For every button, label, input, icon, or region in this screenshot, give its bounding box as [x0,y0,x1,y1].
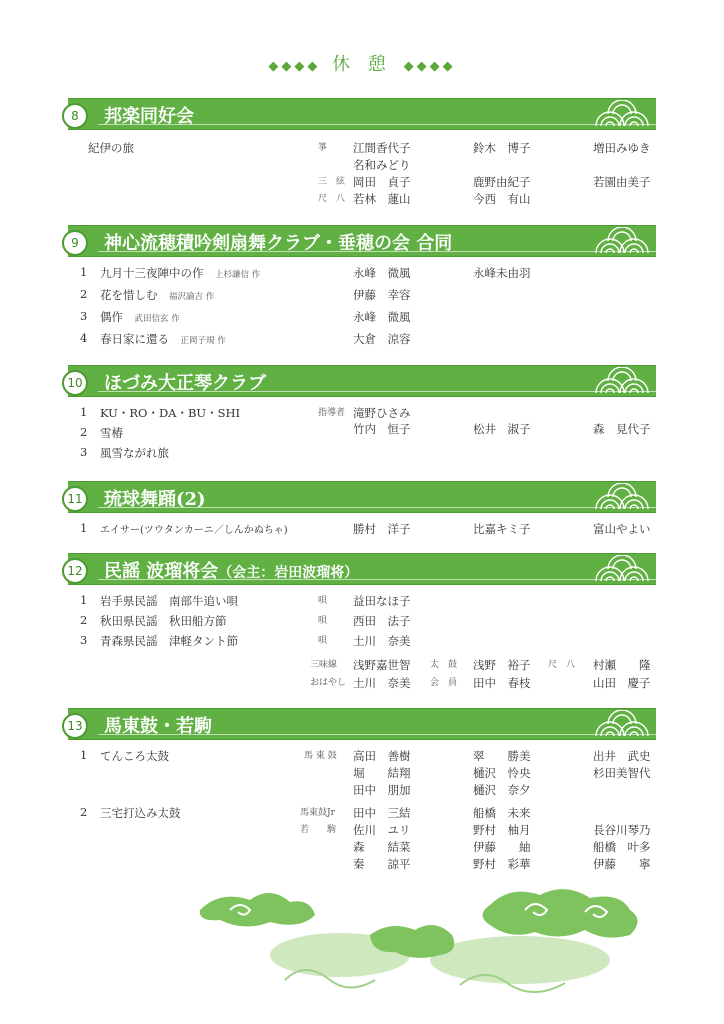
performer-name: 杉田美智代 [593,766,651,780]
section-header [68,553,656,585]
performer-name: 森 見代子 [593,422,651,436]
performer-name: 村瀬 隆 [593,658,651,672]
table-row [68,748,656,765]
role-label: 指導者 [318,408,346,418]
program-section-10 [68,365,656,465]
performer-name: 伊藤 紬 [473,840,531,854]
piece-author: 武田信玄 作 [134,314,180,324]
role-label: 太 鼓 [430,660,458,670]
table-row [68,765,656,782]
performer-name: 船橋 叶多 [593,840,651,854]
piece-title [100,265,260,281]
item-number: 2 [80,425,88,439]
table-row [68,331,656,353]
performer-name: 益田なほ子 [353,594,411,608]
performer-name: 野村 彩華 [473,857,531,871]
table-row [68,839,656,856]
piece-title: 雪椿 [100,426,123,440]
item-number: 2 [80,805,88,819]
section-title: ほづみ大正琴クラブ [104,373,266,394]
seigaiha-wave-icon [594,710,650,736]
piece-title: 青森県民謡 津軽タント節 [100,634,238,648]
performer-name: 森 結菜 [353,840,411,854]
section-title: 神心流穂積吟剣扇舞クラブ・垂穂の会 合同 [104,233,453,254]
role-label: 三味線 [310,660,338,670]
program-section-13 [68,708,656,873]
performer-name: 伊藤 幸容 [353,288,411,302]
performer-name: 滝野ひさみ [353,406,411,420]
intermission-title [0,50,724,76]
item-number: 3 [80,309,88,323]
performer-name: 若園由美子 [593,175,651,189]
section-number: 11 [62,486,88,512]
table-row [68,521,656,538]
role-label: 尺 八 [548,660,576,670]
role-label: 若 駒 [300,825,337,835]
performer-name: 山田 慶子 [593,676,651,690]
table-row [68,822,656,839]
performer-name: 佐川 ユリ [353,823,411,837]
performer-name: 浅野 裕子 [473,658,531,672]
performer-name: 永峰未由羽 [473,266,531,280]
performer-name: 江間香代子 [353,141,411,155]
performer-name: 竹内 恒子 [353,422,411,436]
section-number: 10 [62,370,88,396]
table-row [68,782,656,799]
performer-name: 若林 蓮山 [353,192,411,206]
performer-name: 樋沢 怜央 [473,766,531,780]
seigaiha-wave-icon [594,367,650,393]
piece-name: 花を惜しむ [100,288,158,302]
performer-name: 出井 武史 [593,749,651,763]
performer-name: 樋沢 奈夕 [473,783,531,797]
performer-name: 増田みゆき [593,141,651,155]
performer-name: 鹿野由紀子 [473,175,531,189]
section-number: 8 [62,103,88,129]
performer-name: 比嘉キミ子 [473,522,531,536]
item-number: 1 [80,265,88,279]
section-header [68,708,656,740]
piece-name: 偶作 [100,310,123,324]
role-label: 馬東鼓Jr [300,808,335,818]
piece-title: 三宅打込み太鼓 [100,806,181,820]
role-label: 唄 [318,596,328,606]
role-label: 三 絃 [318,177,346,187]
section-number: 9 [62,230,88,256]
table-row [68,593,656,613]
section-title: 琉球舞踊(2) [104,489,206,510]
auspicious-cloud-icon [190,880,690,1010]
performer-name: 伊藤 寧 [593,857,651,871]
piece-title: 紀伊の旅 [88,141,134,155]
table-row [68,856,656,873]
item-number: 1 [80,593,88,607]
table-row [68,805,656,822]
section-title-main: 民謡 波瑠将会 [104,561,219,582]
role-label: 唄 [318,636,328,646]
section-header [68,481,656,513]
section-header [68,225,656,257]
table-row [68,422,656,445]
item-number: 3 [80,445,88,459]
performer-name: 永峰 微風 [353,266,411,280]
section-header [68,365,656,397]
piece-name: 春日家に還る [100,332,169,346]
performer-name: 長谷川琴乃 [593,823,651,837]
piece-title: てんころ太鼓 [100,749,169,763]
item-number: 3 [80,633,88,647]
piece-title: KU・RO・DA・BU・SHI [100,406,241,420]
item-number: 2 [80,613,88,627]
performer-name: 秦 諒平 [353,857,411,871]
table-row [68,613,656,633]
role-label: 馬 東 鼓 [304,751,337,761]
program-section-9 [68,225,656,353]
table-row [68,157,656,174]
performer-name: 鈴木 博子 [473,141,531,155]
piece-author: 上杉謙信 作 [215,270,261,280]
intermission-label: 休 憩 [332,54,392,75]
role-label: 箏 [318,143,328,153]
seigaiha-wave-icon [594,227,650,253]
seigaiha-wave-icon [594,555,650,581]
performer-name: 田中 春枝 [473,676,531,690]
section-number: 12 [62,558,88,584]
item-number: 1 [80,521,88,535]
section-number: 13 [62,713,88,739]
section-title [104,557,358,583]
piece-title [100,309,180,325]
piece-title [100,287,214,303]
seigaiha-wave-icon [594,100,650,126]
piece-author: 福沢諭吉 作 [169,292,215,302]
right-diamond-deco: ◆◆◆◆ [403,59,456,74]
performer-name: 西田 法子 [353,614,411,628]
performer-name: 野村 柚月 [473,823,531,837]
piece-title: 風雪ながれ旅 [100,446,169,460]
section-header [68,98,656,130]
performer-name: 大倉 涼容 [353,332,411,346]
program-section-12 [68,553,656,693]
piece-name: 九月十三夜陣中の作 [100,266,204,280]
table-row [68,657,656,675]
performer-name: 松井 淑子 [473,422,531,436]
role-label: 尺 八 [318,194,346,204]
table-row [68,675,656,693]
piece-author: 正岡子規 作 [180,336,226,346]
program-section-8 [68,98,656,208]
table-row [68,174,656,191]
performer-name: 富山やよい [593,522,651,536]
table-row [68,140,656,157]
performer-name: 翠 勝美 [473,749,531,763]
performer-name: 高田 善樹 [353,749,411,763]
role-label: 会 員 [430,678,458,688]
seigaiha-wave-icon [594,483,650,509]
section-subtitle: （会主：岩田波瑠将） [218,565,359,581]
performer-name: 今西 有山 [473,192,531,206]
role-label: おはやし [310,678,347,688]
item-number: 1 [80,748,88,762]
performer-name: 名和みどり [353,158,411,172]
role-label: 唄 [318,616,328,626]
piece-title [100,331,226,347]
piece-title: 秋田県民謡 秋田船方節 [100,614,227,628]
left-diamond-deco: ◆◆◆◆ [268,59,321,74]
performer-name: 田中 朋加 [353,783,411,797]
performer-name: 船橋 未来 [473,806,531,820]
table-row [68,287,656,309]
table-row [68,265,656,287]
performer-name: 土川 奈美 [353,634,411,648]
piece-title: エイサー(ツウタンカーニ／しんかぬちゃ) [100,525,288,536]
item-number: 2 [80,287,88,301]
program-section-11 [68,481,656,538]
performer-name: 土川 奈美 [353,676,411,690]
performer-name: 永峰 微風 [353,310,411,324]
performer-name: 堀 結翔 [353,766,411,780]
table-row [68,191,656,208]
performer-name: 浅野嘉世智 [353,658,411,672]
item-number: 4 [80,331,88,345]
section-title: 馬東鼓・若駒 [104,716,212,737]
table-row [68,633,656,657]
section-title: 邦楽同好会 [104,106,194,127]
performer-name: 田中 三結 [353,806,411,820]
piece-title: 岩手県民謡 南部牛追い唄 [100,594,238,608]
item-number: 1 [80,405,88,419]
performer-name: 勝村 洋子 [353,522,411,536]
table-row [68,309,656,331]
table-row [68,445,656,465]
performer-name: 岡田 貞子 [353,175,411,189]
